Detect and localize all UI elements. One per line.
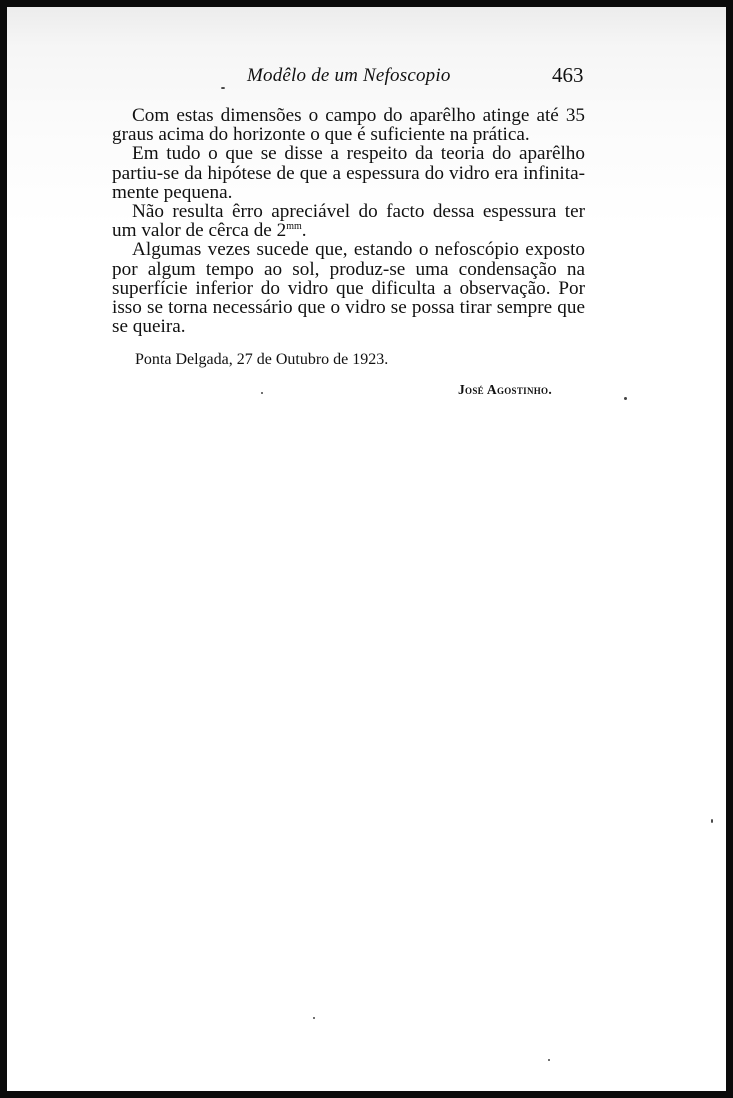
text-line: 35 graus acima do horizonte o que é suficiente na prática.	[112, 105, 585, 146]
text-line: Algumas vezes sucede que, estando o nefoscópio exposto	[132, 239, 585, 261]
paragraph-theory	[112, 144, 585, 202]
text-line: isso se torna necessário que o vidro se possa tirar sempre	[112, 297, 553, 319]
article-body	[112, 106, 585, 336]
text-line: partiu-se da hipótese de que a espessura do vidro era infinita-	[112, 162, 585, 184]
scan-speck	[624, 397, 627, 400]
text-line: mente pequena.	[112, 181, 233, 203]
scan-speck	[261, 392, 263, 394]
scan-speck	[548, 1059, 550, 1061]
running-title: Modêlo de um Nefoscopio	[247, 65, 451, 86]
page-number: 463	[552, 63, 584, 87]
text-line: Em tudo o que se disse a respeito da teoria do aparêlho	[132, 143, 585, 165]
text-line: por algum tempo ao sol, produz-se uma condensação na	[112, 258, 585, 280]
text-line: um valor de cêrca de 2	[112, 220, 287, 242]
author-signature: José Agostinho.	[458, 382, 553, 397]
unit-superscript: mm	[286, 221, 302, 233]
text-line: superfície inferior do vidro que dificulta a observação. Por	[112, 277, 585, 299]
scan-speck	[711, 819, 713, 823]
text-line: Não resulta êrro apreciável do facto dessa espessura ter	[132, 201, 585, 223]
paragraph-dimensions	[112, 106, 585, 144]
text-line: Com estas dimensões o campo do aparêlho atinge até	[132, 105, 559, 126]
place-and-date: Ponta Delgada, 27 de Outubro de 1923.	[135, 351, 389, 368]
text-line: .	[301, 220, 307, 242]
text-line: que se queira.	[112, 297, 585, 338]
paragraph-error	[112, 202, 585, 240]
page-header	[7, 63, 726, 93]
scan-speck	[313, 1017, 315, 1019]
paragraph-condensation	[112, 240, 585, 336]
scan-speck	[221, 87, 225, 89]
